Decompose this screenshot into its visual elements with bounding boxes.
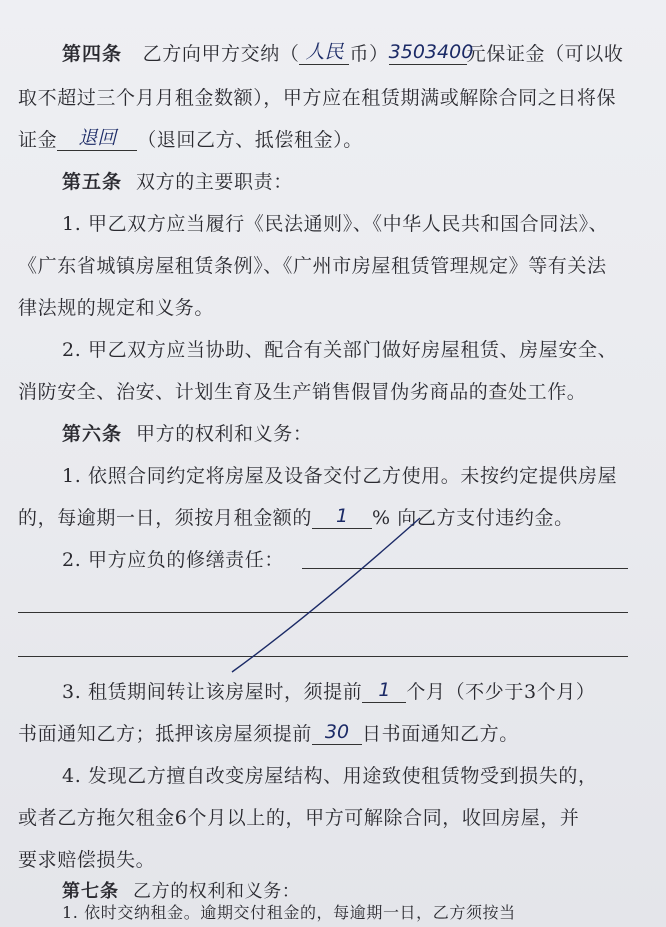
art6-heading — [62, 422, 666, 446]
art6-p3-l1-b: 个月（不少于3个月） — [406, 681, 596, 703]
repair-rule-1 — [302, 568, 628, 569]
art6-p1-l2-b: % 向乙方支付违约金。 — [372, 507, 574, 529]
art5-p1-line3: 律法规的规定和义务。 — [18, 297, 215, 319]
handwritten-days: 30 — [324, 721, 350, 743]
art7-heading — [62, 880, 666, 904]
handwritten-amount: 3503400 — [388, 41, 474, 63]
art6-p1-line2 — [18, 506, 666, 530]
art6-p3-l2-a: 书面通知乙方；抵押该房屋须提前 — [18, 723, 313, 745]
art4-text-a: 乙方向甲方交纳（ — [142, 43, 300, 65]
art5-p2-line1: 2. 甲乙双方应当协助、配合有关部门做好房屋租赁、房屋安全、 — [62, 339, 618, 361]
art6-p4-line1: 4. 发现乙方擅自改变房屋结构、用途致使租赁物受到损失的， — [62, 765, 598, 787]
art5-p1-line2: 《广东省城镇房屋租赁条例》、《广州市房屋租赁管理规定》等有关法 — [18, 255, 607, 277]
art5-p1-line1: 1. 甲乙双方应当履行《民法通则》、《中华人民共和国合同法》、 — [62, 213, 609, 235]
art5-title: 双方的主要职责： — [136, 171, 293, 193]
art5-head: 第五条 — [62, 171, 123, 193]
art4-l3-b: （退回乙方、抵偿租金）。 — [137, 129, 363, 151]
repair-rule-2 — [18, 612, 628, 613]
art6-p3-l2-b: 日书面通知乙方。 — [362, 723, 519, 745]
art6-p3-line2 — [18, 722, 666, 746]
art7-p1-line1: 1. 依时交纳租金。逾期交付租金的，每逾期一日，乙方须按当 — [62, 903, 516, 922]
handwritten-rate: 1 — [335, 505, 349, 527]
art6-p4-line3: 要求赔偿损失。 — [18, 849, 156, 871]
art6-p1-l2-a: 的，每逾期一日，须按月租金额的 — [18, 507, 313, 529]
art6-p3-line1 — [62, 680, 666, 704]
art6-p4-line2: 或者乙方拖欠租金6个月以上的，甲方可解除合同，收回房屋，并 — [18, 807, 580, 829]
art6-p3-l1-a: 3. 租赁期间转让该房屋时，须提前 — [62, 681, 363, 703]
art4-line1 — [62, 42, 666, 66]
art7-title: 乙方的权利和义务： — [133, 881, 301, 902]
art7-head: 第七条 — [62, 881, 119, 902]
handwritten-months: 1 — [378, 679, 391, 701]
amount-blank — [388, 41, 474, 65]
art6-title: 甲方的权利和义务： — [136, 423, 313, 445]
handwritten-return: 退回 — [78, 127, 117, 149]
art4-text-b: 币） — [349, 43, 389, 65]
art4-line3 — [18, 128, 666, 152]
art4-l3-a: 证金 — [18, 129, 58, 151]
art4-head: 第四条 — [62, 43, 123, 65]
art4-line2: 取不超过三个月月租金数额），甲方应在租赁期满或解除合同之日将保 — [18, 87, 617, 109]
art6-p2-text: 2. 甲方应负的修缮责任： — [62, 549, 284, 571]
deposit-return-blank — [57, 128, 137, 151]
handwritten-currency: 人民 — [305, 41, 344, 63]
art5-p2-line2: 消防安全、治安、计划生育及生产销售假冒伪劣商品的查处工作。 — [18, 381, 587, 403]
penalty-rate-blank — [312, 506, 372, 529]
art5-heading — [62, 170, 666, 194]
art6-p1-line1: 1. 依照合同约定将房屋及设备交付乙方使用。未按约定提供房屋 — [62, 465, 618, 487]
mortgage-notice-blank — [312, 722, 362, 745]
currency-blank — [299, 42, 349, 65]
art6-head: 第六条 — [62, 423, 123, 445]
art4-text-c: 元保证金（可以收 — [466, 43, 624, 65]
transfer-notice-blank — [362, 680, 406, 703]
repair-rule-3 — [18, 656, 628, 657]
